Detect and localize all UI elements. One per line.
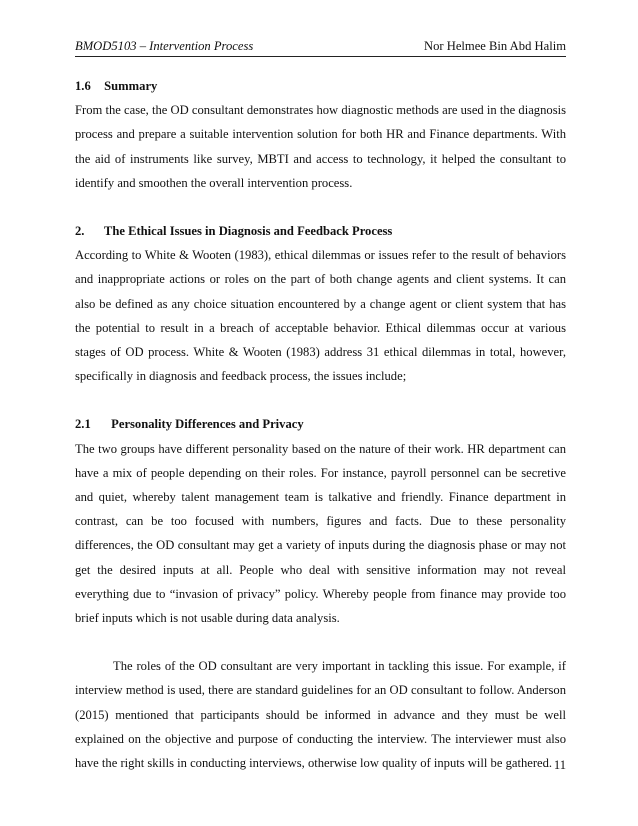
- spacer: [75, 195, 566, 219]
- paragraph: According to White & Wooten (1983), ethical dilemmas or issues refer to the result of behaviors and inappropriate actions or roles on the part of both change agents and client systems. It can also be defined as any choice situation encountered by a change agent or client system that has the potential to result in a breach of acceptable behavior. Ethical dilemmas occur at various stages of OD process. White & Wooten (1983) address 31 ethical dilemmas in total, however, specifically in diagnosis and feedback process, the issues include;: [75, 248, 566, 384]
- running-header: [75, 37, 566, 55]
- section-number: 1.6: [75, 79, 91, 93]
- spacer: [75, 388, 566, 412]
- paragraph: From the case, the OD consultant demonstrates how diagnostic methods are used in the diagnosis process and prepare a suitable intervention solution for both HR and Finance departments. With the aid of instruments like survey, MBTI and access to technology, it helped the consultant to identify and smoothen the overall intervention process.: [75, 103, 566, 190]
- header-course-title: BMOD5103 – Intervention Process: [75, 39, 254, 53]
- section-heading-summary: [75, 74, 566, 98]
- section-number: 2.1: [75, 417, 91, 432]
- section-title: Personality Differences and Privacy: [111, 417, 304, 432]
- section-title: The Ethical Issues in Diagnosis and Feedback Process: [103, 224, 393, 239]
- spacer: [75, 630, 566, 654]
- section-title: Summary: [104, 79, 158, 93]
- section-heading-ethical-issues: [75, 219, 566, 243]
- page-content: [75, 74, 566, 775]
- header-author: Nor Helmee Bin Abd Halim: [423, 39, 566, 53]
- paragraph: The roles of the OD consultant are very important in tackling this issue. For example, if interview method is used, there are standard guidelines for an OD consultant to follow. Anderson (2015) mentioned that participants should be informed in advance and they must be well explained on the objective and purpose of conducting the interview. The interviewer must also have the right skills in conducting interviews, otherwise low quality of inputs will be gathered.: [75, 659, 566, 771]
- section-number: 2.: [75, 224, 85, 239]
- page-number: 11: [553, 758, 566, 772]
- header-divider: [75, 56, 566, 57]
- section-heading-personality-privacy: [75, 412, 566, 436]
- paragraph: The two groups have different personality based on the nature of their work. HR department can have a mix of people depending on their roles. For instance, payroll personnel can be secretive and quiet, whereby talent management team is talkative and friendly. Finance department in contrast, can be too focused with numbers, figures and facts. Due to these personality differences, the OD consultant may get a variety of inputs during the diagnosis phase or may not get the desired inputs at all. People who deal with sensitive information may not reveal everything due to “invasion of privacy” policy. Whereby people from finance may provide too brief inputs which is not usable during data analysis.: [75, 441, 566, 626]
